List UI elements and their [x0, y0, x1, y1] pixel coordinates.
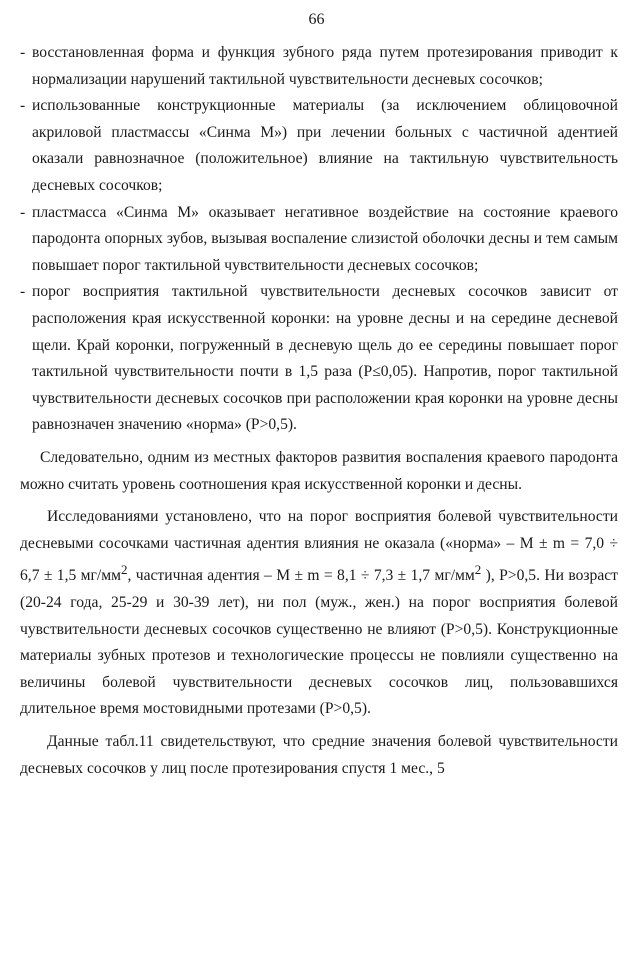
list-dash: -	[20, 203, 26, 221]
document-body	[20, 40, 618, 782]
list-item-text: порог восприятия тактильной чувствительности десневых сосочков зависит от расположения края искусственной коронки: на уровне десны и на середине десневой щели. Край коронки, погруженный в десневую щель до ее середины повышает порог тактильной чувствительности почти в 1,5 раза (Р≤0,05). Напротив, порог тактильной чувствительности десневых сосочков при расположении края коронки на уровне десны равнозначен значению «норма» (Р>0,5).	[32, 283, 618, 434]
conclusion-item-restoration	[20, 40, 618, 93]
list-item-text: пластмасса «Синма М» оказывает негативное воздействие на состояние краевого пародонта опорных зубов, вызывая воспаление слизистой оболочки десны и тем самым повышает порог тактильной чувствительности десневых сосочков;	[32, 203, 618, 274]
paragraph-text: , частичная адентия – М ± m = 8,1 ÷ 7,3 ± 1,7 мг/мм	[127, 567, 475, 585]
paragraph-text: Исследованиями установлено, что на порог восприятия болевой чувствительности десневыми сосочками частичная адентия влияния не оказала («норма» – М ± m = 7,0 ÷ 6,7 ± 1,5 мг/мм	[20, 508, 618, 585]
superscript: 2	[120, 562, 128, 578]
page-number: 66	[308, 11, 325, 28]
superscript: 2	[474, 562, 482, 578]
list-item-text: использованные конструкционные материалы (за исключением облицовочной акриловой пластмассы «Синма М») при лечении больных с частичной адентией оказали равнозначное (положительное) влияние на тактильную чувствительность десневых сосочков;	[32, 97, 618, 194]
conclusion-item-sinma-plastic	[20, 200, 618, 280]
list-dash: -	[20, 44, 26, 61]
conclusion-item-crown-edge	[20, 279, 618, 439]
paragraph-table-11: Данные табл.11 свидетельствуют, что средние значения болевой чувствительности десневых сосочков у лиц после протезирования спустя 1 мес., 5	[20, 733, 618, 777]
list-item-text: восстановленная форма и функция зубного ряда путем протезирования приводит к нормализации нарушений тактильной чувствительности десневых сосочков;	[32, 44, 618, 88]
list-dash: -	[20, 283, 26, 301]
paragraph-text: ), Р>0,5. Ни возраст (20-24 года, 25-29 и 30-39 лет), ни пол (муж., жен.) на порог восприятия болевой чувствительности десневых сосочков существенно не влияют (Р>0,5). Конструкционные материалы зубных протезов и технологические процессы не повлияли существенно на величины болевой чувствительности десневых сосочков лиц, пользовавшихся длительное время мостовидными протезами (Р>0,5).	[20, 567, 618, 718]
list-dash: -	[20, 97, 26, 115]
paragraph-consequently: Следовательно, одним из местных факторов развития воспаления краевого пародонта можно считать уровень соотношения края искусственной коронки и десны.	[20, 448, 618, 493]
conclusion-item-materials	[20, 93, 618, 199]
paragraph-pain-sensitivity	[20, 504, 618, 723]
